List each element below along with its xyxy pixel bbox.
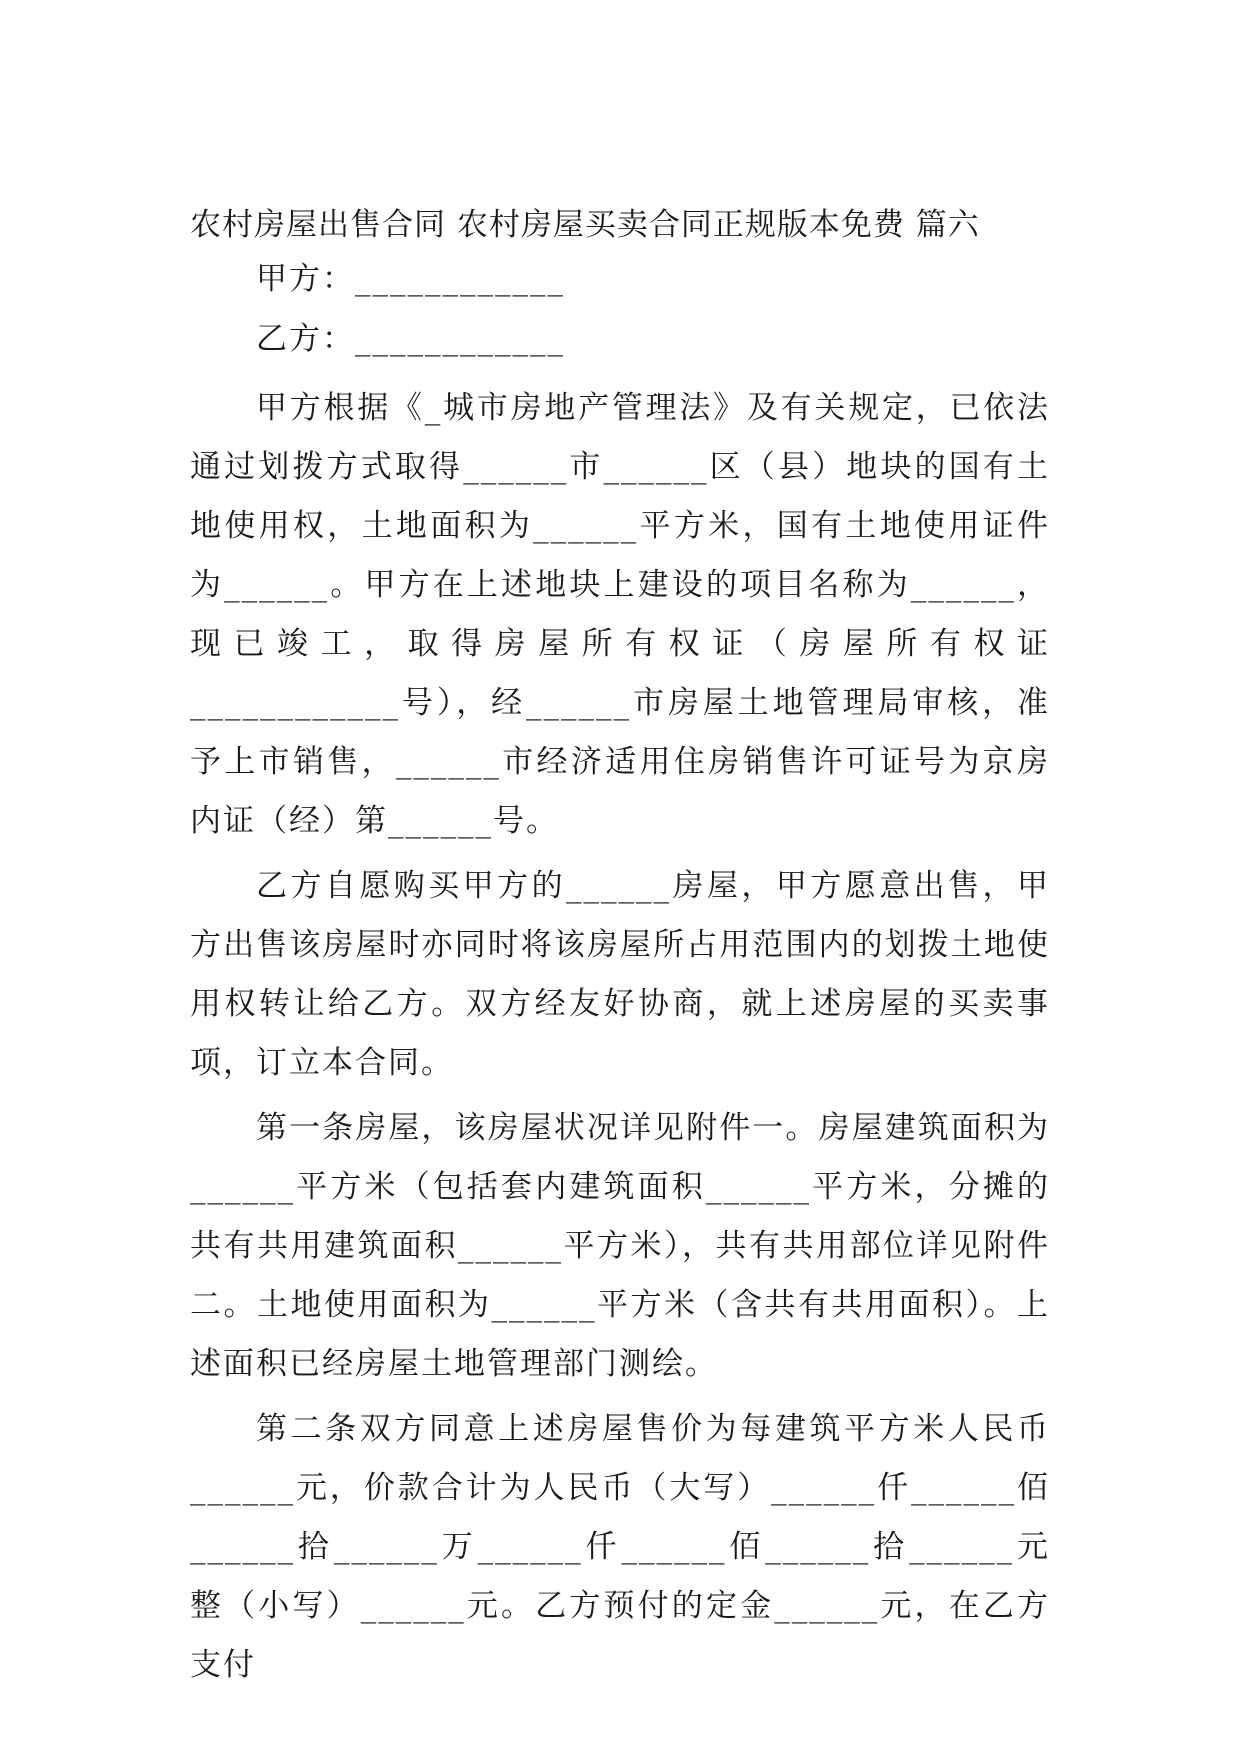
party-a-line: 甲方：____________	[256, 261, 565, 297]
paragraph-article-one: 第一条房屋，该房屋状况详见附件一。房屋建筑面积为______平方米（包括套内建筑面积______平方米，分摊的共有共用建筑面积______平方米），共有共用部位详见附件二。土地使用面积为______平方米（含共有共用面积）。上述面积已经房屋土地管理部门测绘。	[190, 1110, 1050, 1382]
paragraph-article-two: 第二条双方同意上述房屋售价为每建筑平方米人民币______元，价款合计为人民币（大写）______仟______佰______拾______万______仟______佰______拾______元整（小写）______元。乙方预付的定金______元，在乙方支付	[190, 1411, 1050, 1683]
paragraph-purchase-intent: 乙方自愿购买甲方的______房屋，甲方愿意出售，甲方出售该房屋时亦同时将该房屋所占用范围内的划拨土地使用权转让给乙方。双方经友好协商，就上述房屋的买卖事项，订立本合同。	[190, 868, 1050, 1081]
paragraph-land-rights: 甲方根据《_城市房地产管理法》及有关规定，已依法通过划拨方式取得______市______区（县）地块的国有土地使用权，土地面积为______平方米，国有土地使用证件为______。甲方在上述地块上建设的项目名称为______，现已竣工，取得房屋所有权证（房屋所有权证____________号），经______市房屋土地管理局审核，准予上市销售，______市经济适用住房销售许可证号为京房内证（经）第______号。	[190, 390, 1050, 839]
document-page	[190, 205, 1050, 1701]
document-title: 农村房屋出售合同 农村房屋买卖合同正规版本免费 篇六	[190, 207, 980, 243]
party-b-line: 乙方：____________	[256, 321, 565, 357]
